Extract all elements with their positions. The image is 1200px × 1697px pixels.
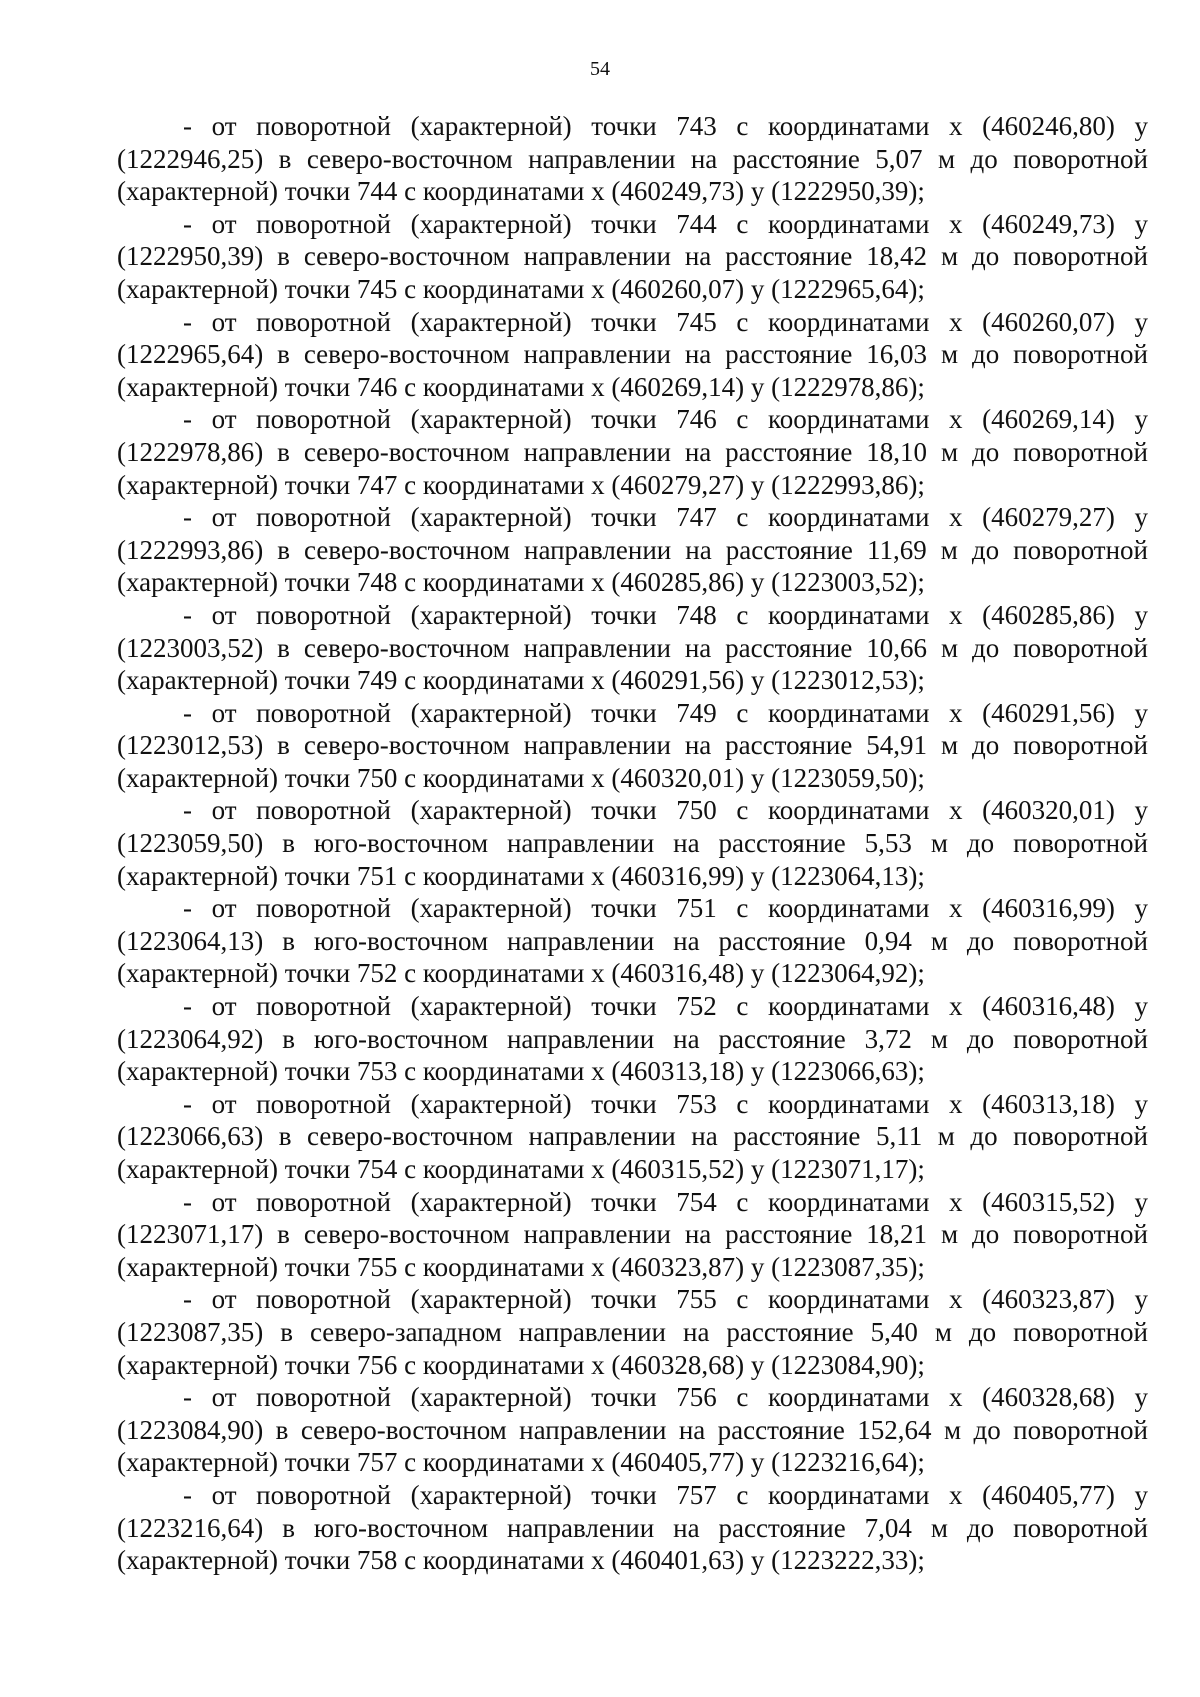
boundary-segment-paragraph: - от поворотной (характерной) точки 743 с координатами х (460246,80) у (1222946,25) в северо-восточном направлении на расстояние 5,07 м до поворотной (характерной) точки 744 с координатами х (460249,73) у (1222950,39); — [117, 111, 1148, 207]
boundary-segment-paragraph: - от поворотной (характерной) точки 756 с координатами х (460328,68) у (1223084,90) в северо-восточном направлении на расстояние 152,64 м до поворотной (характерной) точки 757 с координатами х (460405,77) у (1223216,64); — [117, 1382, 1148, 1478]
boundary-segment-paragraph: - от поворотной (характерной) точки 751 с координатами х (460316,99) у (1223064,13) в юго-восточном направлении на расстояние 0,94 м до поворотной (характерной) точки 752 с координатами х (460316,48) у (1223064,92); — [117, 893, 1148, 989]
boundary-segment-paragraph: - от поворотной (характерной) точки 753 с координатами х (460313,18) у (1223066,63) в северо-восточном направлении на расстояние 5,11 м до поворотной (характерной) точки 754 с координатами х (460315,52) у (1223071,17); — [117, 1088, 1148, 1184]
boundary-segment-paragraph: - от поворотной (характерной) точки 755 с координатами х (460323,87) у (1223087,35) в северо-западном направлении на расстояние 5,40 м до поворотной (характерной) точки 756 с координатами х (460328,68) у (1223084,90); — [117, 1284, 1148, 1380]
page-number: 54 — [590, 58, 610, 80]
boundary-segment-paragraph: - от поворотной (характерной) точки 748 с координатами х (460285,86) у (1223003,52) в северо-восточном направлении на расстояние 10,66 м до поворотной (характерной) точки 749 с координатами х (460291,56) у (1223012,53); — [117, 599, 1148, 696]
boundary-segment-paragraph: - от поворотной (характерной) точки 745 с координатами х (460260,07) у (1222965,64) в северо-восточном направлении на расстояние 16,03 м до поворотной (характерной) точки 746 с координатами х (460269,14) у (1222978,86); — [117, 306, 1148, 402]
boundary-segment-paragraph: - от поворотной (характерной) точки 754 с координатами х (460315,52) у (1223071,17) в северо-восточном направлении на расстояние 18,21 м до поворотной (характерной) точки 755 с координатами х (460323,87) у (1223087,35); — [117, 1186, 1148, 1282]
boundary-segment-paragraph: - от поворотной (характерной) точки 746 с координатами х (460269,14) у (1222978,86) в северо-восточном направлении на расстояние 18,10 м до поворотной (характерной) точки 747 с координатами х (460279,27) у (1222993,86); — [117, 404, 1148, 500]
boundary-segment-paragraph: - от поворотной (характерной) точки 757 с координатами х (460405,77) у (1223216,64) в юго-восточном направлении на расстояние 7,04 м до поворотной (характерной) точки 758 с координатами х (460401,63) у (1223222,33); — [117, 1479, 1148, 1576]
boundary-segment-paragraph: - от поворотной (характерной) точки 744 с координатами х (460249,73) у (1222950,39) в северо-восточном направлении на расстояние 18,42 м до поворотной (характерной) точки 745 с координатами х (460260,07) у (1222965,64); — [117, 208, 1148, 304]
boundary-segment-paragraph: - от поворотной (характерной) точки 752 с координатами х (460316,48) у (1223064,92) в юго-восточном направлении на расстояние 3,72 м до поворотной (характерной) точки 753 с координатами х (460313,18) у (1223066,63); — [117, 991, 1148, 1087]
boundary-segment-paragraph: - от поворотной (характерной) точки 750 с координатами х (460320,01) у (1223059,50) в юго-восточном направлении на расстояние 5,53 м до поворотной (характерной) точки 751 с координатами х (460316,99) у (1223064,13); — [117, 795, 1148, 891]
boundary-segment-paragraph: - от поворотной (характерной) точки 749 с координатами х (460291,56) у (1223012,53) в северо-восточном направлении на расстояние 54,91 м до поворотной (характерной) точки 750 с координатами х (460320,01) у (1223059,50); — [117, 697, 1148, 793]
document-body — [117, 110, 1148, 1577]
boundary-segment-paragraph: - от поворотной (характерной) точки 747 с координатами х (460279,27) у (1222993,86) в северо-восточном направлении на расстояние 11,69 м до поворотной (характерной) точки 748 с координатами х (460285,86) у (1223003,52); — [117, 502, 1148, 598]
